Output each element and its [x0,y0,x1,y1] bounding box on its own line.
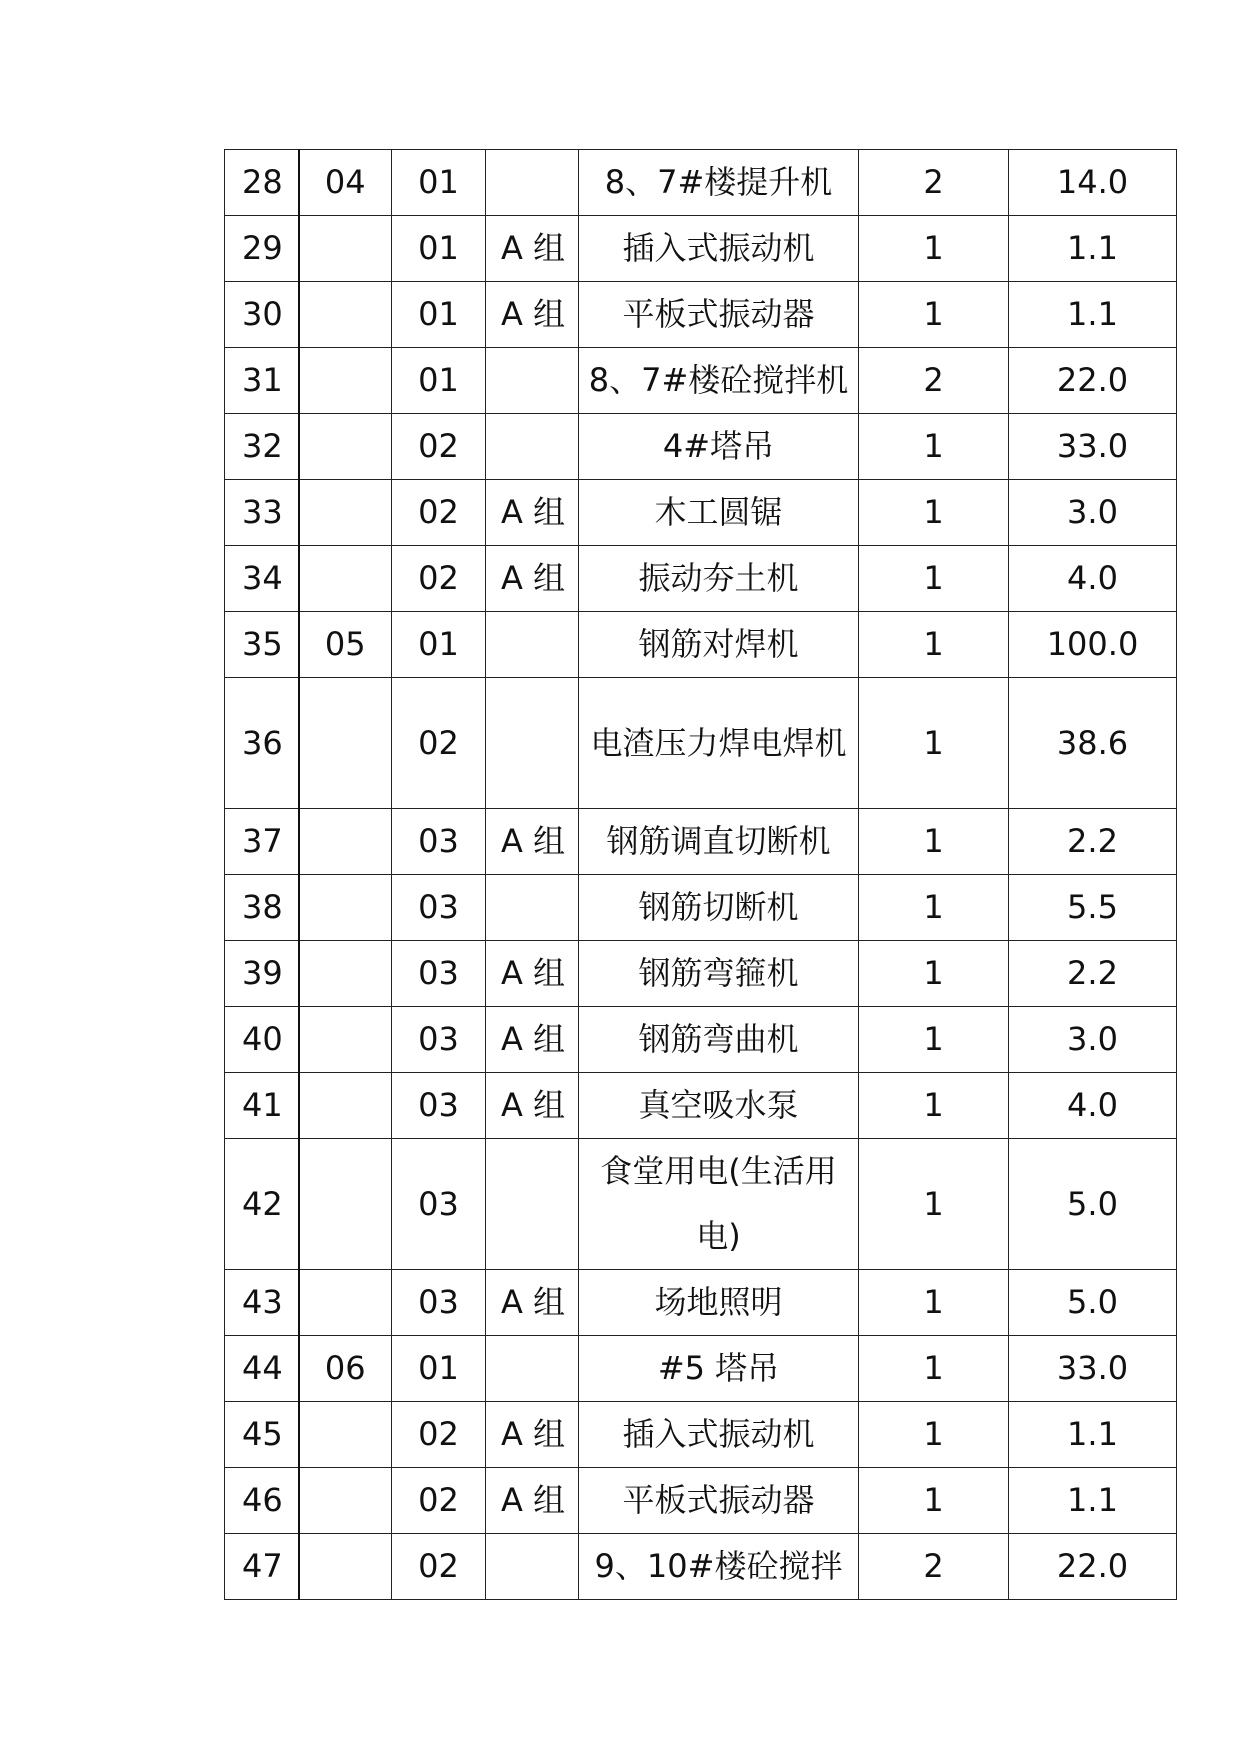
circuit-number-cell: 02 [392,1468,486,1534]
box-number-cell [299,1073,392,1139]
circuit-number-cell: 01 [392,150,486,216]
row-number-cell: 45 [225,1402,299,1468]
row-number-cell: 33 [225,480,299,546]
box-number-cell: 04 [299,150,392,216]
table-row [225,678,1177,809]
group-label-cell: A 组 [486,216,579,282]
row-number-cell: 31 [225,348,299,414]
box-number-cell [299,414,392,480]
row-number-cell: 41 [225,1073,299,1139]
equipment-name-cell: 钢筋弯箍机 [579,941,859,1007]
group-label-cell [486,678,579,809]
group-label-cell [486,875,579,941]
power-kw-cell: 100.0 [1009,612,1177,678]
box-number-cell [299,216,392,282]
equipment-name-cell: 平板式振动器 [579,1468,859,1534]
power-kw-cell: 2.2 [1009,809,1177,875]
circuit-number-cell: 03 [392,875,486,941]
group-label-cell: A 组 [486,480,579,546]
power-kw-cell: 33.0 [1009,414,1177,480]
circuit-number-cell: 02 [392,1402,486,1468]
equipment-name-cell: 平板式振动器 [579,282,859,348]
power-kw-cell: 2.2 [1009,941,1177,1007]
quantity-cell: 1 [859,941,1009,1007]
equipment-name-cell: 电渣压力焊电焊机 [579,678,859,809]
power-kw-cell: 1.1 [1009,1468,1177,1534]
table-row [225,414,1177,480]
equipment-name-cell: 8、7#楼砼搅拌机 [579,348,859,414]
quantity-cell: 1 [859,875,1009,941]
power-kw-cell: 4.0 [1009,546,1177,612]
quantity-cell: 1 [859,1073,1009,1139]
row-number-cell: 47 [225,1534,299,1600]
equipment-name-cell: 食堂用电(生活用电) [579,1139,859,1270]
quantity-cell: 2 [859,1534,1009,1600]
box-number-cell [299,941,392,1007]
quantity-cell: 1 [859,809,1009,875]
equipment-name-cell: 钢筋切断机 [579,875,859,941]
power-kw-cell: 5.5 [1009,875,1177,941]
table-row [225,546,1177,612]
power-kw-cell: 3.0 [1009,1007,1177,1073]
circuit-number-cell: 02 [392,546,486,612]
box-number-cell: 05 [299,612,392,678]
power-kw-cell: 5.0 [1009,1139,1177,1270]
circuit-number-cell: 03 [392,941,486,1007]
group-label-cell: A 组 [486,1270,579,1336]
quantity-cell: 1 [859,1270,1009,1336]
box-number-cell [299,875,392,941]
quantity-cell: 1 [859,612,1009,678]
quantity-cell: 2 [859,348,1009,414]
equipment-name-cell: 插入式振动机 [579,216,859,282]
row-number-cell: 30 [225,282,299,348]
table-row [225,216,1177,282]
equipment-name-cell: 钢筋调直切断机 [579,809,859,875]
row-number-cell: 46 [225,1468,299,1534]
table-row [225,1139,1177,1270]
group-label-cell: A 组 [486,1007,579,1073]
quantity-cell: 1 [859,678,1009,809]
table-row [225,875,1177,941]
group-label-cell [486,612,579,678]
circuit-number-cell: 03 [392,1007,486,1073]
power-kw-cell: 22.0 [1009,348,1177,414]
power-kw-cell: 3.0 [1009,480,1177,546]
circuit-number-cell: 01 [392,216,486,282]
table-row [225,612,1177,678]
quantity-cell: 1 [859,282,1009,348]
group-label-cell [486,1534,579,1600]
box-number-cell [299,480,392,546]
box-number-cell [299,348,392,414]
circuit-number-cell: 01 [392,348,486,414]
row-number-cell: 44 [225,1336,299,1402]
row-number-cell: 34 [225,546,299,612]
circuit-number-cell: 03 [392,809,486,875]
group-label-cell [486,348,579,414]
equipment-name-cell: 木工圆锯 [579,480,859,546]
quantity-cell: 1 [859,414,1009,480]
power-kw-cell: 22.0 [1009,1534,1177,1600]
table-body [225,150,1177,1600]
group-label-cell: A 组 [486,546,579,612]
circuit-number-cell: 03 [392,1073,486,1139]
row-number-cell: 38 [225,875,299,941]
group-label-cell: A 组 [486,1402,579,1468]
circuit-number-cell: 01 [392,282,486,348]
box-number-cell [299,1007,392,1073]
box-number-cell [299,1402,392,1468]
circuit-number-cell: 02 [392,678,486,809]
row-number-cell: 40 [225,1007,299,1073]
row-number-cell: 29 [225,216,299,282]
quantity-cell: 2 [859,150,1009,216]
box-number-cell [299,1139,392,1270]
power-kw-cell: 1.1 [1009,1402,1177,1468]
equipment-name-cell: 8、7#楼提升机 [579,150,859,216]
box-number-cell [299,282,392,348]
table-row [225,348,1177,414]
row-number-cell: 37 [225,809,299,875]
circuit-number-cell: 03 [392,1270,486,1336]
equipment-name-cell: 场地照明 [579,1270,859,1336]
power-kw-cell: 4.0 [1009,1073,1177,1139]
power-kw-cell: 1.1 [1009,216,1177,282]
circuit-number-cell: 01 [392,1336,486,1402]
quantity-cell: 1 [859,1007,1009,1073]
quantity-cell: 1 [859,216,1009,282]
quantity-cell: 1 [859,480,1009,546]
table-row [225,809,1177,875]
group-label-cell [486,150,579,216]
equipment-name-cell: #5 塔吊 [579,1336,859,1402]
box-number-cell [299,1270,392,1336]
box-number-cell [299,546,392,612]
table-row [225,150,1177,216]
power-kw-cell: 14.0 [1009,150,1177,216]
table-row [225,1073,1177,1139]
quantity-cell: 1 [859,1139,1009,1270]
equipment-name-cell: 钢筋对焊机 [579,612,859,678]
power-kw-cell: 1.1 [1009,282,1177,348]
box-number-cell: 06 [299,1336,392,1402]
box-number-cell [299,809,392,875]
group-label-cell [486,1139,579,1270]
row-number-cell: 39 [225,941,299,1007]
circuit-number-cell: 02 [392,480,486,546]
quantity-cell: 1 [859,546,1009,612]
table-row [225,1468,1177,1534]
equipment-name-cell: 插入式振动机 [579,1402,859,1468]
group-label-cell: A 组 [486,282,579,348]
table-row [225,1270,1177,1336]
table-row [225,941,1177,1007]
group-label-cell: A 组 [486,941,579,1007]
power-kw-cell: 33.0 [1009,1336,1177,1402]
circuit-number-cell: 02 [392,1534,486,1600]
circuit-number-cell: 03 [392,1139,486,1270]
group-label-cell: A 组 [486,1073,579,1139]
quantity-cell: 1 [859,1336,1009,1402]
box-number-cell [299,678,392,809]
group-label-cell: A 组 [486,809,579,875]
box-number-cell [299,1534,392,1600]
circuit-number-cell: 01 [392,612,486,678]
row-number-cell: 43 [225,1270,299,1336]
row-number-cell: 35 [225,612,299,678]
equipment-name-cell: 9、10#楼砼搅拌 [579,1534,859,1600]
equipment-name-cell: 钢筋弯曲机 [579,1007,859,1073]
group-label-cell [486,1336,579,1402]
table-row [225,480,1177,546]
power-kw-cell: 38.6 [1009,678,1177,809]
table-row [225,1402,1177,1468]
row-number-cell: 36 [225,678,299,809]
group-label-cell: A 组 [486,1468,579,1534]
equipment-name-cell: 振动夯土机 [579,546,859,612]
box-number-cell [299,1468,392,1534]
group-label-cell [486,414,579,480]
equipment-table [224,149,1177,1600]
row-number-cell: 32 [225,414,299,480]
row-number-cell: 42 [225,1139,299,1270]
equipment-name-cell: 真空吸水泵 [579,1073,859,1139]
table-row [225,1007,1177,1073]
quantity-cell: 1 [859,1468,1009,1534]
equipment-name-cell: 4#塔吊 [579,414,859,480]
table-row [225,282,1177,348]
row-number-cell: 28 [225,150,299,216]
power-kw-cell: 5.0 [1009,1270,1177,1336]
quantity-cell: 1 [859,1402,1009,1468]
circuit-number-cell: 02 [392,414,486,480]
table-row [225,1336,1177,1402]
table-row [225,1534,1177,1600]
